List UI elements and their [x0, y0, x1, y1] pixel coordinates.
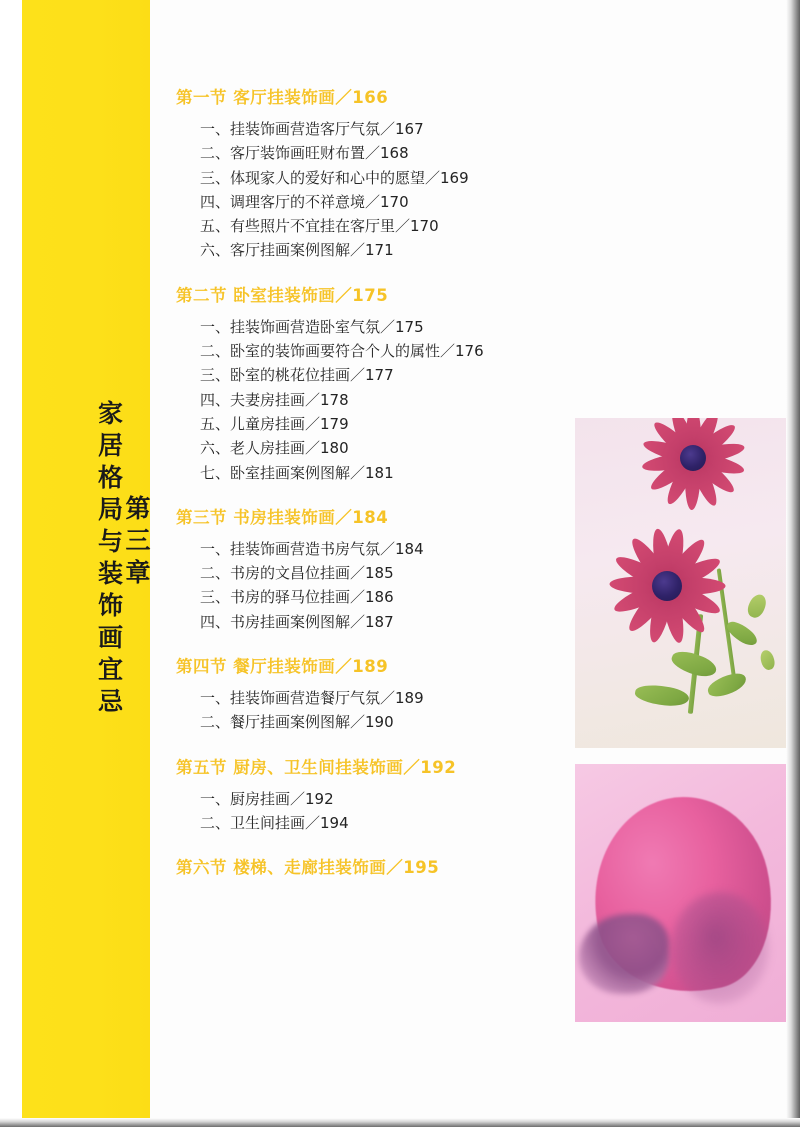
toc-entry[interactable]: 四、书房挂画案例图解／187	[200, 612, 394, 631]
chapter-number: 第三章	[122, 495, 151, 591]
flower-bud	[745, 592, 769, 620]
toc-section-heading[interactable]: 第六节 楼梯、走廊挂装饰画／195	[176, 858, 440, 878]
toc-section	[176, 754, 576, 836]
toc-entry[interactable]: 三、书房的驿马位挂画／186	[200, 588, 394, 607]
pink-petal-closeup-photo	[575, 764, 787, 1022]
toc-section	[176, 84, 576, 263]
flower-center	[680, 445, 706, 471]
toc-section-heading[interactable]: 第三节 书房挂装饰画／184	[176, 507, 389, 527]
toc-entry[interactable]: 一、挂装饰画营造客厅气氛／167	[200, 120, 424, 138]
petal-tip	[579, 914, 669, 994]
page-bottom-edge-shadow	[0, 1118, 800, 1127]
toc-entry[interactable]: 六、老人房挂画／180	[200, 439, 349, 458]
toc-section	[176, 282, 576, 485]
toc-section-heading[interactable]: 第四节 餐厅挂装饰画／189	[176, 657, 389, 677]
toc-entry[interactable]: 一、挂装饰画营造书房气氛／184	[200, 539, 424, 558]
toc-entry[interactable]: 一、厨房挂画／192	[200, 789, 334, 808]
toc-section	[176, 854, 576, 878]
toc-section	[176, 504, 576, 634]
toc-entry[interactable]: 六、客厅挂画案例图解／171	[200, 241, 394, 260]
toc-entry[interactable]: 七、卧室挂画案例图解／181	[200, 463, 394, 482]
toc-entry[interactable]: 四、调理客厅的不祥意境／170	[200, 192, 409, 211]
flower-center	[652, 571, 682, 601]
toc-section-heading[interactable]: 第二节 卧室挂装饰画／175	[176, 285, 389, 305]
chapter-band	[22, 0, 150, 1127]
toc-entry[interactable]: 二、餐厅挂画案例图解／190	[200, 713, 394, 732]
petal-shadow	[671, 892, 769, 1004]
toc-entry[interactable]: 三、卧室的桃花位挂画／177	[200, 366, 394, 385]
toc-entry[interactable]: 五、儿童房挂画／179	[200, 414, 349, 433]
toc-section-heading[interactable]: 第五节 厨房、卫生间挂装饰画／192	[176, 757, 457, 777]
toc-entry[interactable]: 四、夫妻房挂画／178	[200, 390, 349, 409]
page-right-edge-shadow	[786, 0, 800, 1127]
toc-entry[interactable]: 二、卧室的装饰画要符合个人的属性／176	[200, 342, 484, 361]
chapter-title: 家居格局与装饰画宜忌	[94, 400, 124, 720]
page-left-margin	[0, 0, 22, 1127]
flower-leaf	[634, 681, 690, 709]
toc-entry[interactable]: 二、客厅装饰画旺财布置／168	[200, 144, 409, 163]
table-of-contents	[176, 84, 576, 897]
toc-entry[interactable]: 一、挂装饰画营造餐厅气氛／189	[200, 689, 424, 708]
toc-entry[interactable]: 三、体现家人的爱好和心中的愿望／169	[200, 168, 469, 187]
flower-bud	[758, 649, 776, 672]
toc-entry[interactable]: 五、有些照片不宜挂在客厅里／170	[200, 217, 439, 236]
toc-entry[interactable]: 二、卫生间挂画／194	[200, 813, 349, 832]
toc-section-heading[interactable]: 第一节 客厅挂装饰画／166	[176, 88, 389, 107]
toc-entry[interactable]: 二、书房的文昌位挂画／185	[200, 564, 394, 583]
toc-section	[176, 653, 576, 735]
toc-entry[interactable]: 一、挂装饰画营造卧室气氛／175	[200, 317, 424, 336]
chapter-label	[22, 110, 150, 1010]
pink-daisy-flowers-photo	[575, 418, 787, 748]
